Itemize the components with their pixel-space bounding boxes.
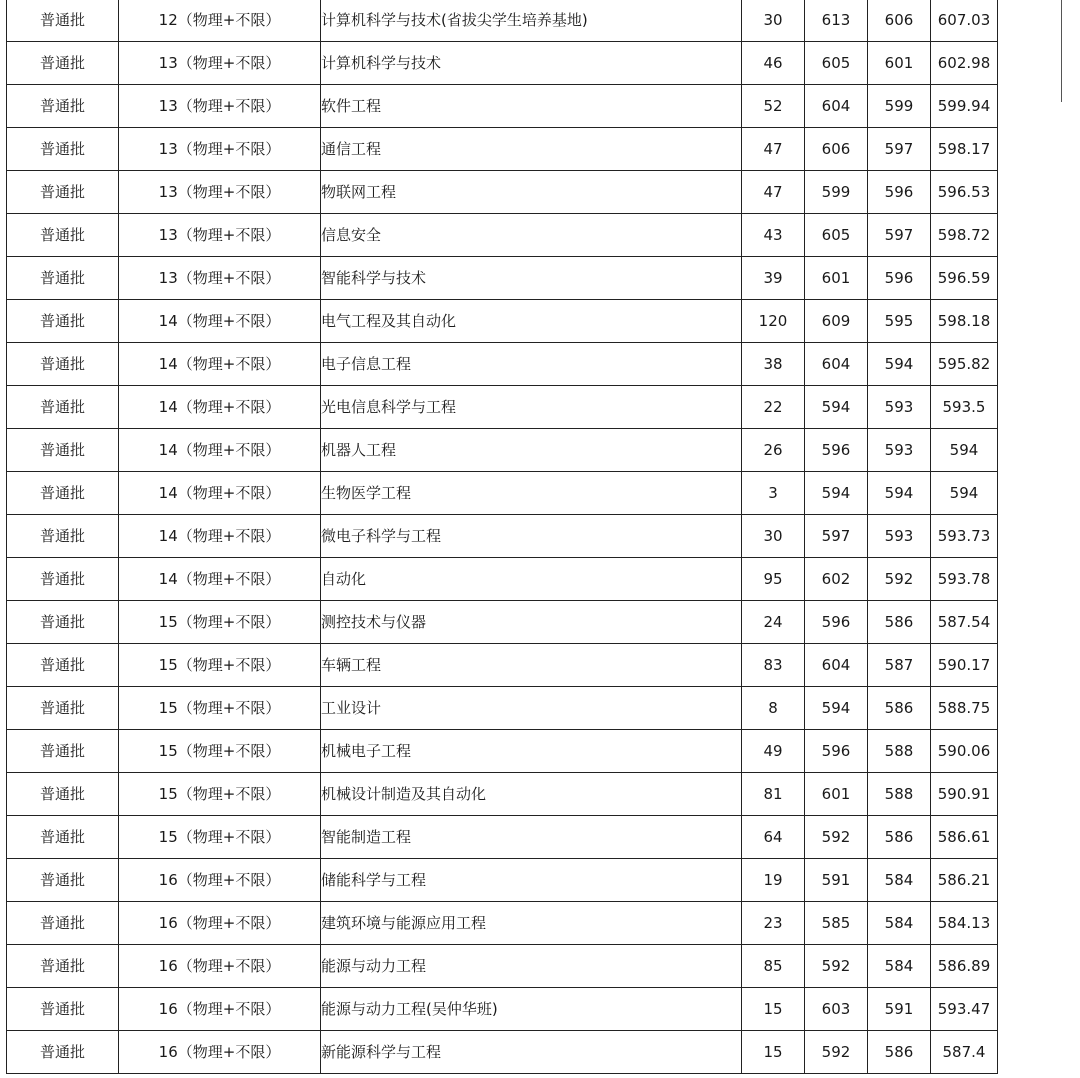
subject-group-cell: 16（物理+不限） [119, 859, 321, 902]
batch-cell: 普通批 [7, 128, 119, 171]
min-score-cell: 586 [868, 1031, 931, 1074]
table-row [7, 730, 998, 773]
major-cell: 能源与动力工程(吴仲华班) [321, 988, 742, 1031]
table-row [7, 42, 998, 85]
subject-group-cell: 15（物理+不限） [119, 644, 321, 687]
subject-group-cell: 13（物理+不限） [119, 257, 321, 300]
major-cell: 新能源科学与工程 [321, 1031, 742, 1074]
min-score-cell: 597 [868, 214, 931, 257]
subject-group-cell: 13（物理+不限） [119, 42, 321, 85]
batch-cell: 普通批 [7, 472, 119, 515]
table-row [7, 300, 998, 343]
table-row [7, 773, 998, 816]
major-cell: 自动化 [321, 558, 742, 601]
min-score-cell: 593 [868, 429, 931, 472]
subject-group-cell: 14（物理+不限） [119, 343, 321, 386]
min-score-cell: 596 [868, 257, 931, 300]
plan-count-cell: 15 [742, 1031, 805, 1074]
table-row [7, 429, 998, 472]
batch-cell: 普通批 [7, 773, 119, 816]
major-cell: 智能制造工程 [321, 816, 742, 859]
max-score-cell: 604 [805, 343, 868, 386]
max-score-cell: 605 [805, 42, 868, 85]
avg-score-cell: 588.75 [931, 687, 998, 730]
min-score-cell: 593 [868, 386, 931, 429]
avg-score-cell: 590.17 [931, 644, 998, 687]
avg-score-cell: 593.5 [931, 386, 998, 429]
admission-scores-table [6, 0, 998, 1074]
min-score-cell: 596 [868, 171, 931, 214]
major-cell: 计算机科学与技术(省拔尖学生培养基地) [321, 0, 742, 42]
max-score-cell: 594 [805, 386, 868, 429]
max-score-cell: 592 [805, 816, 868, 859]
subject-group-cell: 14（物理+不限） [119, 300, 321, 343]
max-score-cell: 602 [805, 558, 868, 601]
max-score-cell: 585 [805, 902, 868, 945]
subject-group-cell: 15（物理+不限） [119, 816, 321, 859]
max-score-cell: 596 [805, 429, 868, 472]
batch-cell: 普通批 [7, 171, 119, 214]
major-cell: 能源与动力工程 [321, 945, 742, 988]
max-score-cell: 596 [805, 730, 868, 773]
plan-count-cell: 120 [742, 300, 805, 343]
right-edge-rule [1061, 0, 1062, 102]
major-cell: 智能科学与技术 [321, 257, 742, 300]
min-score-cell: 592 [868, 558, 931, 601]
subject-group-cell: 13（物理+不限） [119, 171, 321, 214]
batch-cell: 普通批 [7, 816, 119, 859]
major-cell: 电子信息工程 [321, 343, 742, 386]
avg-score-cell: 586.21 [931, 859, 998, 902]
max-score-cell: 594 [805, 472, 868, 515]
max-score-cell: 604 [805, 644, 868, 687]
avg-score-cell: 593.78 [931, 558, 998, 601]
batch-cell: 普通批 [7, 687, 119, 730]
table-row [7, 214, 998, 257]
table-row [7, 386, 998, 429]
table-row [7, 0, 998, 42]
batch-cell: 普通批 [7, 42, 119, 85]
avg-score-cell: 596.53 [931, 171, 998, 214]
min-score-cell: 586 [868, 816, 931, 859]
plan-count-cell: 30 [742, 0, 805, 42]
avg-score-cell: 599.94 [931, 85, 998, 128]
batch-cell: 普通批 [7, 988, 119, 1031]
plan-count-cell: 83 [742, 644, 805, 687]
subject-group-cell: 15（物理+不限） [119, 601, 321, 644]
avg-score-cell: 586.61 [931, 816, 998, 859]
table-row [7, 988, 998, 1031]
avg-score-cell: 595.82 [931, 343, 998, 386]
min-score-cell: 601 [868, 42, 931, 85]
table-row [7, 601, 998, 644]
table-row [7, 558, 998, 601]
max-score-cell: 597 [805, 515, 868, 558]
avg-score-cell: 598.17 [931, 128, 998, 171]
major-cell: 光电信息科学与工程 [321, 386, 742, 429]
major-cell: 储能科学与工程 [321, 859, 742, 902]
avg-score-cell: 607.03 [931, 0, 998, 42]
min-score-cell: 606 [868, 0, 931, 42]
major-cell: 测控技术与仪器 [321, 601, 742, 644]
min-score-cell: 594 [868, 343, 931, 386]
subject-group-cell: 16（物理+不限） [119, 902, 321, 945]
subject-group-cell: 16（物理+不限） [119, 945, 321, 988]
max-score-cell: 591 [805, 859, 868, 902]
table-row [7, 859, 998, 902]
major-cell: 建筑环境与能源应用工程 [321, 902, 742, 945]
batch-cell: 普通批 [7, 386, 119, 429]
max-score-cell: 596 [805, 601, 868, 644]
min-score-cell: 584 [868, 902, 931, 945]
subject-group-cell: 13（物理+不限） [119, 128, 321, 171]
avg-score-cell: 596.59 [931, 257, 998, 300]
min-score-cell: 588 [868, 730, 931, 773]
plan-count-cell: 38 [742, 343, 805, 386]
subject-group-cell: 13（物理+不限） [119, 214, 321, 257]
table-row [7, 472, 998, 515]
subject-group-cell: 16（物理+不限） [119, 988, 321, 1031]
table-row [7, 816, 998, 859]
batch-cell: 普通批 [7, 644, 119, 687]
table-row [7, 171, 998, 214]
plan-count-cell: 64 [742, 816, 805, 859]
table-row [7, 128, 998, 171]
max-score-cell: 604 [805, 85, 868, 128]
table-row [7, 945, 998, 988]
batch-cell: 普通批 [7, 902, 119, 945]
avg-score-cell: 590.06 [931, 730, 998, 773]
plan-count-cell: 47 [742, 171, 805, 214]
avg-score-cell: 584.13 [931, 902, 998, 945]
subject-group-cell: 12（物理+不限） [119, 0, 321, 42]
subject-group-cell: 15（物理+不限） [119, 730, 321, 773]
subject-group-cell: 14（物理+不限） [119, 558, 321, 601]
plan-count-cell: 52 [742, 85, 805, 128]
max-score-cell: 594 [805, 687, 868, 730]
min-score-cell: 588 [868, 773, 931, 816]
max-score-cell: 603 [805, 988, 868, 1031]
max-score-cell: 601 [805, 773, 868, 816]
batch-cell: 普通批 [7, 0, 119, 42]
avg-score-cell: 593.47 [931, 988, 998, 1031]
major-cell: 信息安全 [321, 214, 742, 257]
avg-score-cell: 602.98 [931, 42, 998, 85]
plan-count-cell: 23 [742, 902, 805, 945]
batch-cell: 普通批 [7, 601, 119, 644]
major-cell: 软件工程 [321, 85, 742, 128]
major-cell: 微电子科学与工程 [321, 515, 742, 558]
subject-group-cell: 13（物理+不限） [119, 85, 321, 128]
max-score-cell: 592 [805, 1031, 868, 1074]
major-cell: 通信工程 [321, 128, 742, 171]
avg-score-cell: 587.4 [931, 1031, 998, 1074]
plan-count-cell: 43 [742, 214, 805, 257]
plan-count-cell: 19 [742, 859, 805, 902]
subject-group-cell: 15（物理+不限） [119, 687, 321, 730]
table-row [7, 687, 998, 730]
batch-cell: 普通批 [7, 343, 119, 386]
subject-group-cell: 14（物理+不限） [119, 515, 321, 558]
min-score-cell: 593 [868, 515, 931, 558]
plan-count-cell: 85 [742, 945, 805, 988]
table-row [7, 343, 998, 386]
batch-cell: 普通批 [7, 214, 119, 257]
batch-cell: 普通批 [7, 1031, 119, 1074]
min-score-cell: 599 [868, 85, 931, 128]
max-score-cell: 601 [805, 257, 868, 300]
plan-count-cell: 47 [742, 128, 805, 171]
subject-group-cell: 15（物理+不限） [119, 773, 321, 816]
plan-count-cell: 8 [742, 687, 805, 730]
major-cell: 计算机科学与技术 [321, 42, 742, 85]
min-score-cell: 594 [868, 472, 931, 515]
table-body [7, 0, 998, 1074]
major-cell: 生物医学工程 [321, 472, 742, 515]
plan-count-cell: 95 [742, 558, 805, 601]
table-row [7, 515, 998, 558]
min-score-cell: 586 [868, 601, 931, 644]
subject-group-cell: 14（物理+不限） [119, 429, 321, 472]
major-cell: 电气工程及其自动化 [321, 300, 742, 343]
min-score-cell: 587 [868, 644, 931, 687]
max-score-cell: 613 [805, 0, 868, 42]
batch-cell: 普通批 [7, 515, 119, 558]
plan-count-cell: 30 [742, 515, 805, 558]
batch-cell: 普通批 [7, 257, 119, 300]
subject-group-cell: 14（物理+不限） [119, 472, 321, 515]
plan-count-cell: 24 [742, 601, 805, 644]
avg-score-cell: 593.73 [931, 515, 998, 558]
max-score-cell: 609 [805, 300, 868, 343]
table-row [7, 257, 998, 300]
major-cell: 机器人工程 [321, 429, 742, 472]
table-row [7, 902, 998, 945]
avg-score-cell: 594 [931, 472, 998, 515]
table-row [7, 85, 998, 128]
min-score-cell: 586 [868, 687, 931, 730]
major-cell: 物联网工程 [321, 171, 742, 214]
batch-cell: 普通批 [7, 730, 119, 773]
table-row [7, 644, 998, 687]
batch-cell: 普通批 [7, 558, 119, 601]
plan-count-cell: 26 [742, 429, 805, 472]
batch-cell: 普通批 [7, 85, 119, 128]
plan-count-cell: 46 [742, 42, 805, 85]
avg-score-cell: 590.91 [931, 773, 998, 816]
plan-count-cell: 39 [742, 257, 805, 300]
max-score-cell: 592 [805, 945, 868, 988]
plan-count-cell: 81 [742, 773, 805, 816]
major-cell: 车辆工程 [321, 644, 742, 687]
major-cell: 机械电子工程 [321, 730, 742, 773]
major-cell: 工业设计 [321, 687, 742, 730]
avg-score-cell: 594 [931, 429, 998, 472]
max-score-cell: 599 [805, 171, 868, 214]
min-score-cell: 597 [868, 128, 931, 171]
plan-count-cell: 22 [742, 386, 805, 429]
min-score-cell: 584 [868, 859, 931, 902]
min-score-cell: 595 [868, 300, 931, 343]
avg-score-cell: 586.89 [931, 945, 998, 988]
plan-count-cell: 49 [742, 730, 805, 773]
plan-count-cell: 3 [742, 472, 805, 515]
min-score-cell: 591 [868, 988, 931, 1031]
avg-score-cell: 587.54 [931, 601, 998, 644]
avg-score-cell: 598.18 [931, 300, 998, 343]
min-score-cell: 584 [868, 945, 931, 988]
plan-count-cell: 15 [742, 988, 805, 1031]
batch-cell: 普通批 [7, 300, 119, 343]
max-score-cell: 605 [805, 214, 868, 257]
max-score-cell: 606 [805, 128, 868, 171]
batch-cell: 普通批 [7, 859, 119, 902]
subject-group-cell: 16（物理+不限） [119, 1031, 321, 1074]
batch-cell: 普通批 [7, 429, 119, 472]
major-cell: 机械设计制造及其自动化 [321, 773, 742, 816]
subject-group-cell: 14（物理+不限） [119, 386, 321, 429]
table-row [7, 1031, 998, 1074]
batch-cell: 普通批 [7, 945, 119, 988]
avg-score-cell: 598.72 [931, 214, 998, 257]
